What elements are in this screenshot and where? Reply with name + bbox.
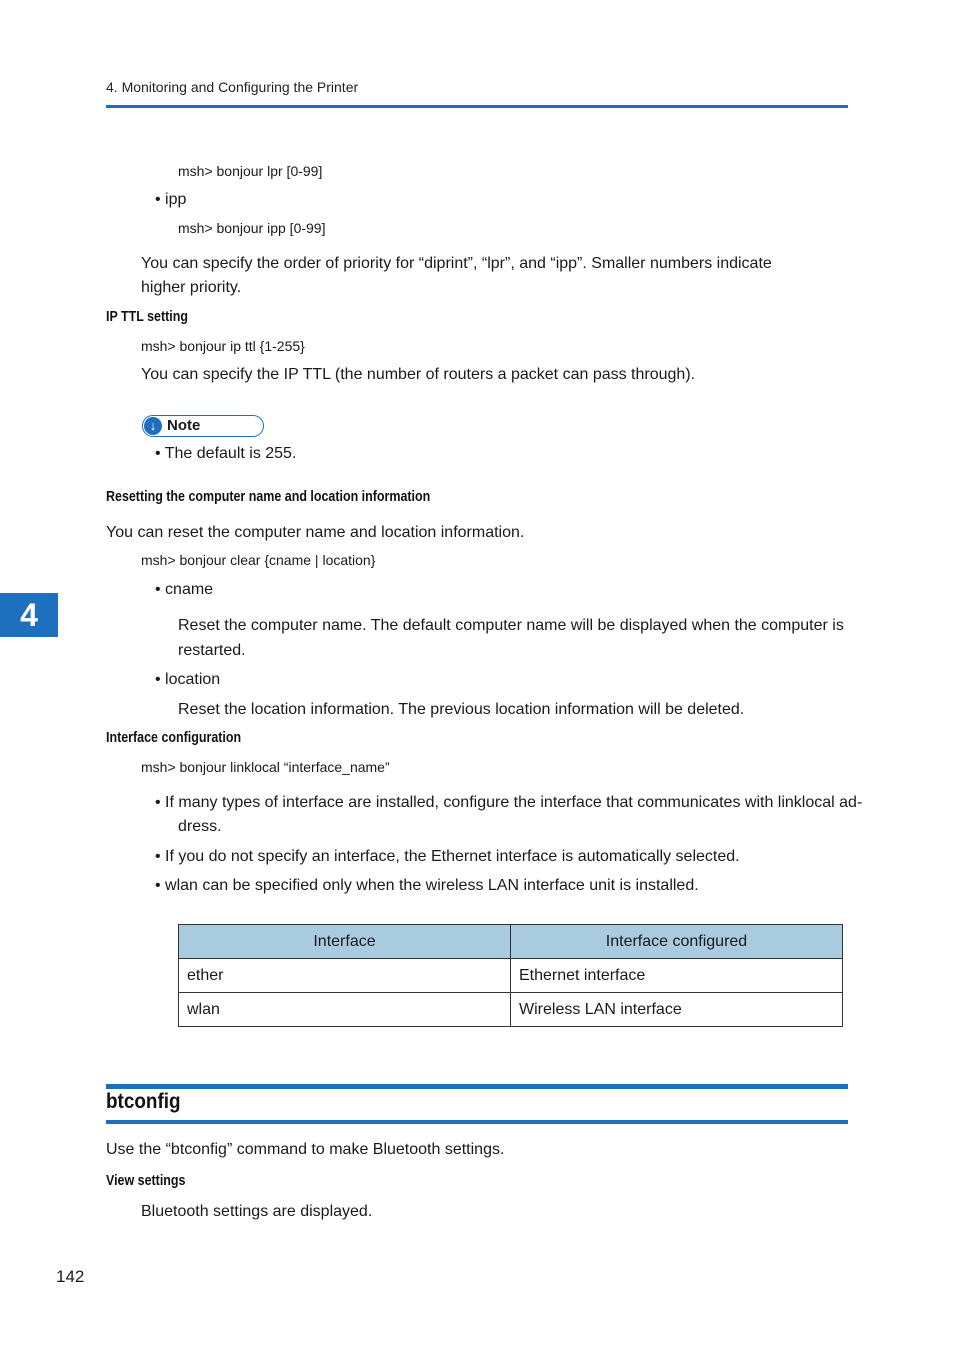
table-cell: ether	[179, 959, 511, 993]
running-header: 4. Monitoring and Configuring the Printer	[106, 79, 359, 95]
view-settings-description: Bluetooth settings are displayed.	[141, 1203, 373, 1220]
interface-bullet-1-line2: dress.	[178, 818, 222, 835]
location-description: Reset the location information. The previous location information will be deleted.	[178, 701, 745, 718]
section-intro: Use the “btconfig” command to make Bluetooth settings.	[106, 1141, 505, 1158]
table-cell: Wireless LAN interface	[511, 993, 843, 1027]
column-header-interface: Interface	[179, 925, 511, 959]
command-lpr: msh> bonjour lpr [0-99]	[178, 163, 323, 179]
section-rule-top	[106, 1084, 848, 1089]
table-header-row	[179, 925, 843, 959]
chapter-tab: 4	[0, 593, 58, 637]
table-row	[179, 993, 843, 1027]
interface-bullet-2: • If you do not specify an interface, the Ethernet interface is automatically selected.	[155, 848, 740, 865]
ttl-description: You can specify the IP TTL (the number of routers a packet can pass through).	[141, 366, 696, 383]
page-number: 142	[56, 1267, 85, 1286]
column-header-interface-configured: Interface configured	[511, 925, 843, 959]
note-default: • The default is 255.	[155, 445, 297, 462]
priority-text-line1: You can specify the order of priority for “diprint”, “lpr”, and “ipp”. Smaller numbers indicate	[141, 255, 772, 272]
command-linklocal: msh> bonjour linklocal “interface_name”	[141, 759, 390, 775]
note-badge	[142, 415, 264, 437]
cname-text-line2: restarted.	[178, 642, 246, 659]
bullet-cname: • cname	[155, 581, 214, 598]
interface-table	[178, 924, 843, 1027]
table-cell: wlan	[179, 993, 511, 1027]
down-arrow-icon: ↓	[144, 417, 162, 435]
note-label: Note	[167, 417, 201, 434]
section-rule-bottom	[106, 1120, 848, 1124]
interface-bullet-1-line1: • If many types of interface are installed, configure the interface that communicates with linklocal ad-	[155, 794, 863, 811]
table-row	[179, 959, 843, 993]
heading-interface: Interface configuration	[106, 730, 242, 746]
heading-reset: Resetting the computer name and location information	[106, 489, 431, 505]
section-title: btconfig	[106, 1090, 181, 1113]
header-rule	[106, 105, 848, 108]
bullet-ipp: • ipp	[155, 191, 187, 208]
bullet-location: • location	[155, 671, 221, 688]
command-clear: msh> bonjour clear {cname | location}	[141, 552, 376, 568]
command-ipp: msh> bonjour ipp [0-99]	[178, 220, 326, 236]
heading-view-settings: View settings	[106, 1173, 186, 1189]
priority-text-line2: higher priority.	[141, 279, 242, 296]
reset-description: You can reset the computer name and location information.	[106, 524, 525, 541]
command-ttl: msh> bonjour ip ttl {1-255}	[141, 338, 305, 354]
heading-ip-ttl: IP TTL setting	[106, 309, 188, 325]
cname-text-line1: Reset the computer name. The default computer name will be displayed when the computer is	[178, 617, 844, 634]
table-cell: Ethernet interface	[511, 959, 843, 993]
interface-bullet-3: • wlan can be specified only when the wireless LAN interface unit is installed.	[155, 877, 699, 894]
